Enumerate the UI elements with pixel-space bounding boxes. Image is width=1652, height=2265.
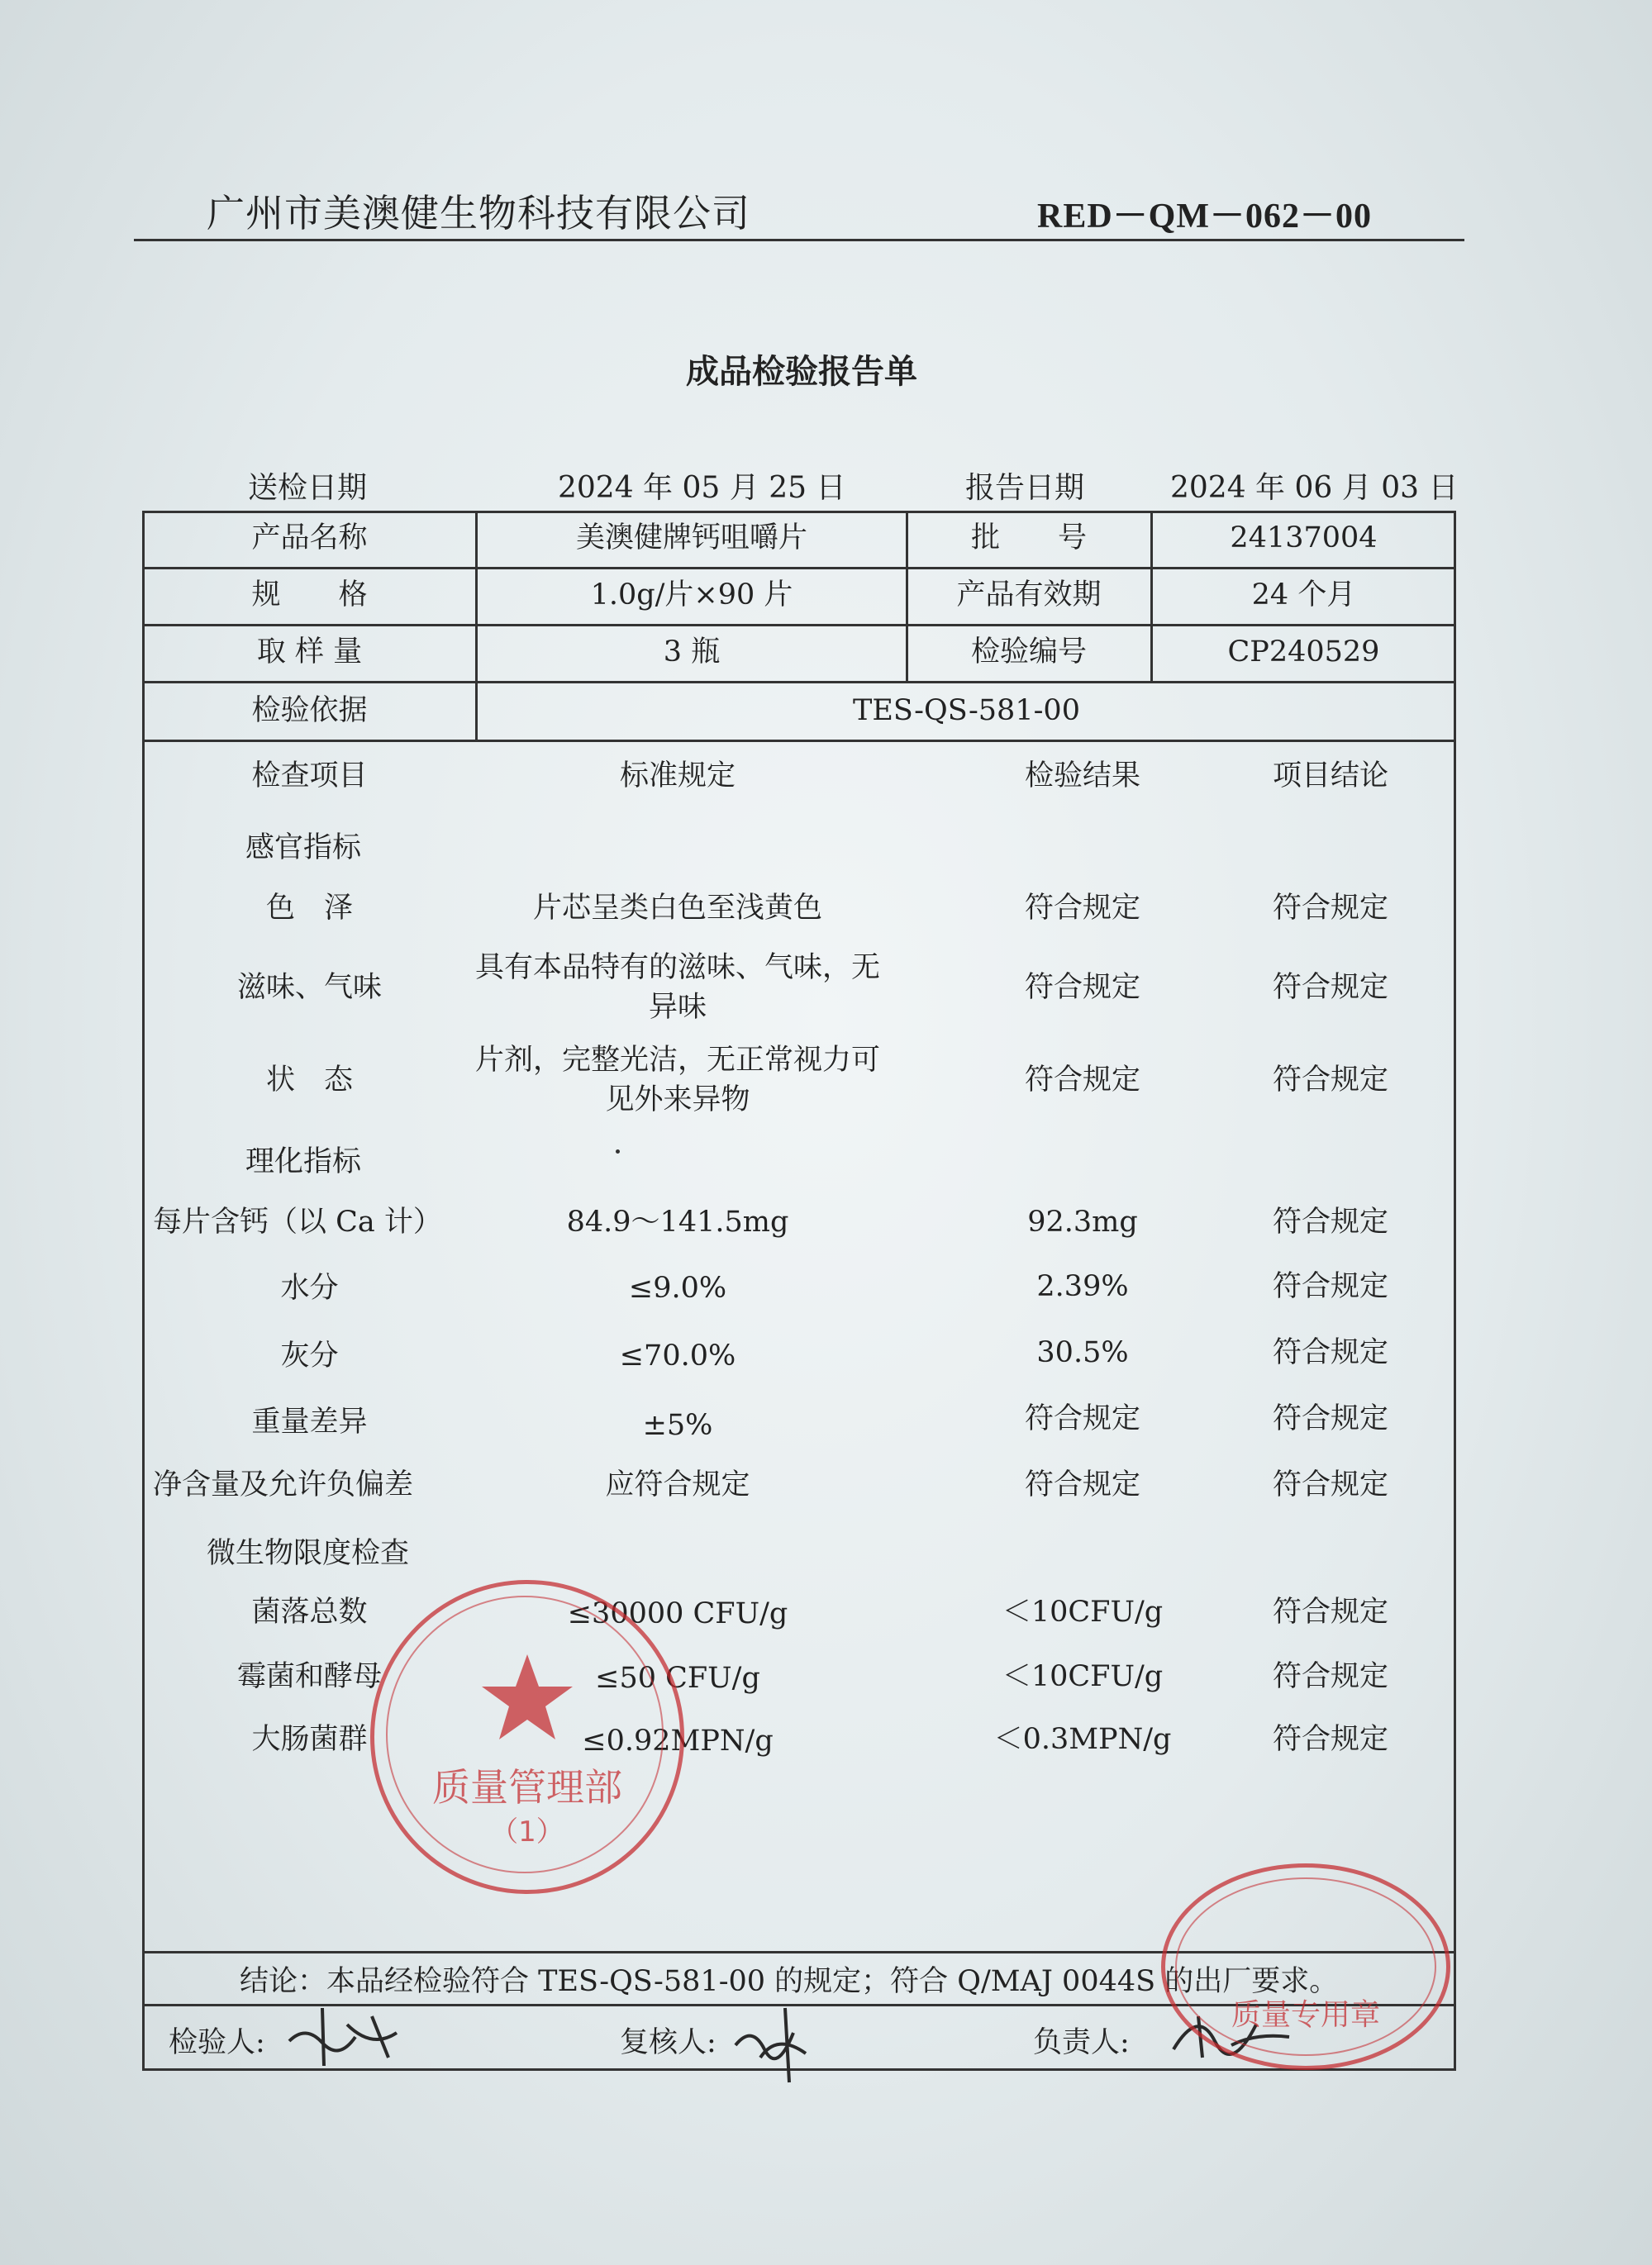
row-net-content-conclusion: 符合规定 xyxy=(1272,1468,1388,1501)
conclusion-text: 结论：本品经检验符合 TES-QS-581-00 的规定；符合 Q/MAJ 0044S 的出厂要求。 xyxy=(240,1965,1339,1998)
column-header-conclusion: 项目结论 xyxy=(1272,759,1388,792)
row-state-conclusion: 符合规定 xyxy=(1272,1064,1388,1097)
row-ash-result: 30.5% xyxy=(1036,1336,1129,1369)
row-calcium-result: 92.3mg xyxy=(1027,1206,1138,1239)
company-name: 广州市美澳健生物科技有限公司 xyxy=(207,191,750,236)
section-sensory: 感官指标 xyxy=(245,831,362,864)
report-date-value: 2024 年 06 月 03 日 xyxy=(1170,471,1459,505)
row-weight-conclusion: 符合规定 xyxy=(1272,1402,1388,1435)
row-calcium-standard: 84.9～141.5mg xyxy=(566,1206,789,1239)
row-colonies-standard: ≤30000 CFU/g xyxy=(567,1597,788,1630)
stamp-right-center-text: 质量专用章 xyxy=(1231,1998,1380,2032)
row-weight-result: 符合规定 xyxy=(1024,1402,1140,1435)
reviewer-signature xyxy=(727,2000,818,2091)
row-color-result: 符合规定 xyxy=(1024,892,1140,925)
row-state-standard-line2: 见外来异物 xyxy=(605,1083,750,1116)
responsible-label: 负责人: xyxy=(1033,2026,1130,2059)
inspector-label: 检验人: xyxy=(169,2026,265,2059)
row-mold-result: ＜10CFU/g xyxy=(1002,1660,1164,1693)
row-taste-item: 滋味、气味 xyxy=(236,971,382,1004)
row-color-item: 色 泽 xyxy=(265,892,353,925)
row-mold-standard: ≤50 CFU/g xyxy=(595,1662,760,1695)
send-date-value: 2024 年 05 月 25 日 xyxy=(558,471,846,505)
inspector-signature xyxy=(273,1991,421,2074)
sample-qty-value: 3 瓶 xyxy=(663,635,721,669)
test-basis-value: TES-QS-581-00 xyxy=(853,694,1080,727)
sample-qty-label: 取 样 量 xyxy=(256,635,363,669)
row-net-content-standard: 应符合规定 xyxy=(605,1468,750,1501)
row-water-conclusion: 符合规定 xyxy=(1272,1270,1388,1303)
star-icon xyxy=(478,1650,577,1749)
report-title: 成品检验报告单 xyxy=(686,352,917,391)
batch-value: 24137004 xyxy=(1230,521,1378,554)
row-color-standard: 片芯呈类白色至浅黄色 xyxy=(532,892,822,925)
column-header-result: 检验结果 xyxy=(1024,759,1140,792)
row-mold-item: 霉菌和酵母 xyxy=(236,1660,382,1693)
reviewer-label: 复核人: xyxy=(620,2026,717,2059)
grid-line xyxy=(142,624,1456,626)
test-number-label: 检验编号 xyxy=(970,635,1087,669)
row-weight-item: 重量差异 xyxy=(251,1406,368,1439)
section-micro: 微生物限度检查 xyxy=(207,1537,410,1570)
row-coliform-standard: ≤0.92MPN/g xyxy=(582,1725,774,1758)
test-number-value: CP240529 xyxy=(1227,635,1380,669)
grid-line xyxy=(142,740,1456,742)
row-coliform-conclusion: 符合规定 xyxy=(1272,1723,1388,1756)
row-net-content-item: 净含量及允许负偏差 xyxy=(153,1468,414,1501)
row-water-standard: ≤9.0% xyxy=(628,1272,727,1305)
row-colonies-item: 菌落总数 xyxy=(251,1596,368,1629)
spec-label: 规 格 xyxy=(251,578,368,611)
report-date-label: 报告日期 xyxy=(965,471,1085,505)
row-calcium-item: 每片含钙（以 Ca 计） xyxy=(153,1206,442,1239)
grid-line xyxy=(142,681,1456,683)
stamp-left-number: （1） xyxy=(490,1815,564,1849)
product-name-label: 产品名称 xyxy=(251,521,368,554)
quality-seal-stamp xyxy=(1161,1863,1450,2070)
row-net-content-result: 符合规定 xyxy=(1024,1468,1140,1501)
row-ash-conclusion: 符合规定 xyxy=(1272,1336,1388,1369)
row-weight-standard: ±5% xyxy=(642,1409,713,1442)
row-coliform-item: 大肠菌群 xyxy=(251,1723,368,1756)
row-color-conclusion: 符合规定 xyxy=(1272,892,1388,925)
row-mold-conclusion: 符合规定 xyxy=(1272,1660,1388,1693)
row-taste-result: 符合规定 xyxy=(1024,971,1140,1004)
row-colonies-result: ＜10CFU/g xyxy=(1002,1596,1164,1629)
document-number: RED－QM－062－00 xyxy=(1037,197,1372,236)
stamp-left-center-text: 质量管理部 xyxy=(432,1765,622,1810)
batch-label: 批 号 xyxy=(970,521,1087,554)
column-header-item: 检查项目 xyxy=(251,759,368,792)
ink-dot xyxy=(616,1149,620,1154)
product-name-value: 美澳健牌钙咀嚼片 xyxy=(575,521,807,554)
row-state-item: 状 态 xyxy=(265,1064,353,1097)
quality-dept-stamp xyxy=(370,1580,684,1894)
row-taste-conclusion: 符合规定 xyxy=(1272,971,1388,1004)
row-water-result: 2.39% xyxy=(1036,1270,1129,1303)
row-water-item: 水分 xyxy=(280,1272,339,1305)
shelf-life-value: 24 个月 xyxy=(1251,578,1356,611)
section-physchem: 理化指标 xyxy=(245,1145,362,1178)
row-taste-standard-line2: 异味 xyxy=(648,991,707,1024)
send-date-label: 送检日期 xyxy=(248,471,368,505)
header-rule xyxy=(134,239,1464,241)
shelf-life-label: 产品有效期 xyxy=(956,578,1102,611)
row-ash-standard: ≤70.0% xyxy=(619,1339,736,1373)
row-ash-item: 灰分 xyxy=(280,1339,339,1373)
row-colonies-conclusion: 符合规定 xyxy=(1272,1596,1388,1629)
row-calcium-conclusion: 符合规定 xyxy=(1272,1206,1388,1239)
row-state-result: 符合规定 xyxy=(1024,1064,1140,1097)
grid-line xyxy=(142,567,1456,569)
test-basis-label: 检验依据 xyxy=(251,694,368,727)
row-taste-standard-line1: 具有本品特有的滋味、气味，无 xyxy=(474,951,880,984)
spec-value: 1.0g/片×90 片 xyxy=(590,578,793,611)
column-header-standard: 标准规定 xyxy=(619,759,736,792)
row-state-standard-line1: 片剂，完整光洁，无正常视力可 xyxy=(474,1044,880,1077)
row-coliform-result: ＜0.3MPN/g xyxy=(993,1723,1172,1756)
